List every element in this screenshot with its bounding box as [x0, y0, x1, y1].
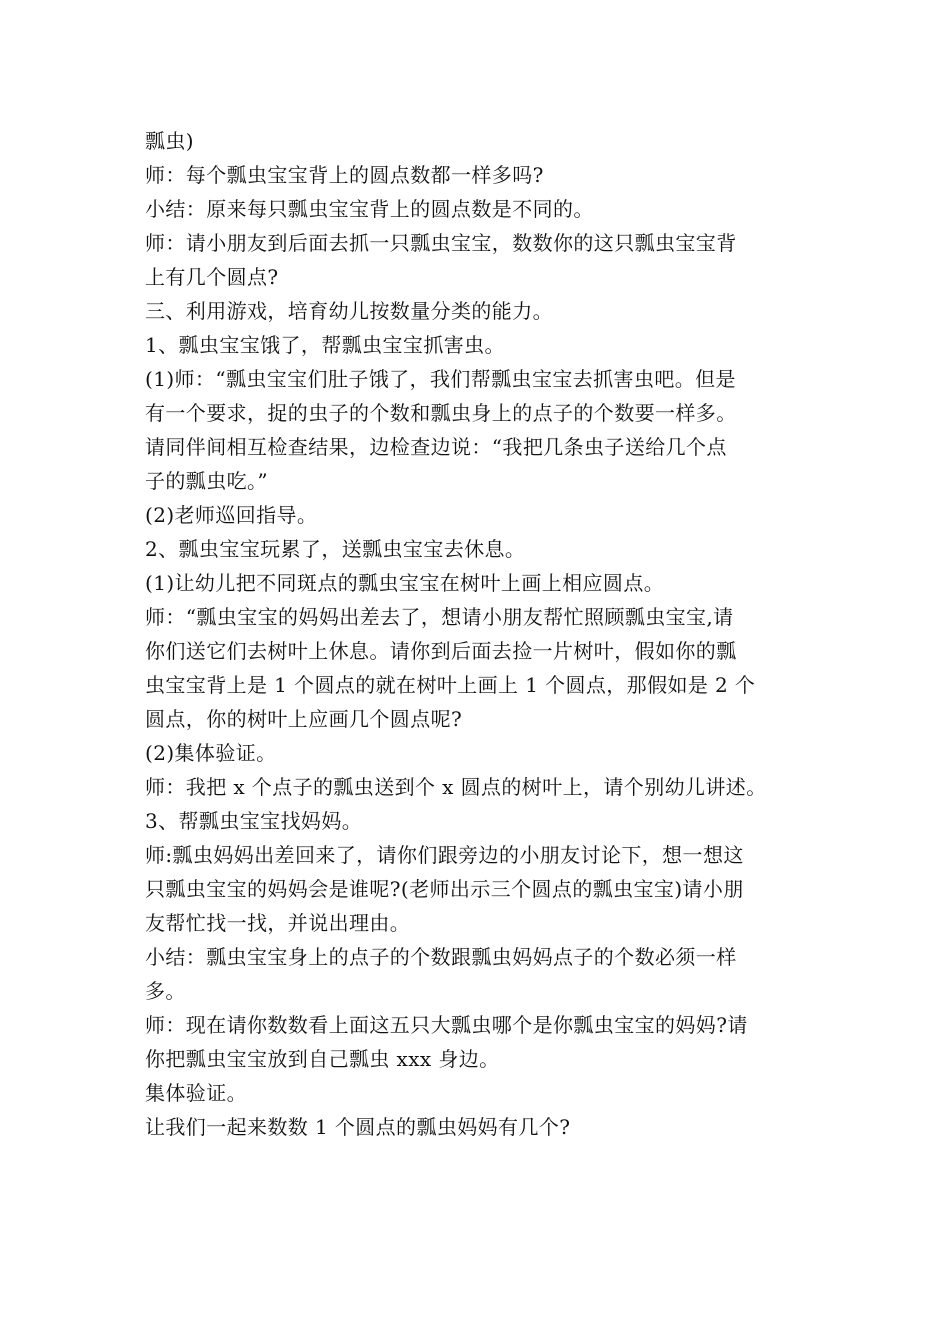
section-heading: 三、利用游戏，培育幼儿按数量分类的能力。: [145, 299, 553, 323]
text-line: 你把瓢虫宝宝放到自己瓢虫 xxx 身边。: [145, 1047, 500, 1071]
text-line: 集体验证。: [145, 1081, 247, 1105]
subsection-heading: 2、瓢虫宝宝玩累了，送瓢虫宝宝去休息。: [145, 537, 526, 561]
text-line: (1)师：“瓢虫宝宝们肚子饿了，我们帮瓢虫宝宝去抓害虫吧。但是: [145, 367, 736, 391]
text-line: 友帮忙找一找，并说出理由。: [145, 911, 411, 935]
text-line: 师：现在请你数数看上面这五只大瓢虫哪个是你瓢虫宝宝的妈妈?请: [145, 1013, 748, 1037]
text-line: 师：“瓢虫宝宝的妈妈出差去了，想请小朋友帮忙照顾瓢虫宝宝,请: [145, 605, 734, 629]
text-line: 上有几个圆点?: [145, 265, 279, 289]
text-line: 有一个要求，捉的虫子的个数和瓢虫身上的点子的个数要一样多。: [145, 401, 737, 425]
text-line: 小结：原来每只瓢虫宝宝背上的圆点数是不同的。: [145, 197, 594, 221]
text-line: 请同伴间相互检查结果，边检查边说：“我把几条虫子送给几个点: [145, 435, 727, 459]
text-line: 师:瓢虫妈妈出差回来了，请你们跟旁边的小朋友讨论下，想一想这: [145, 843, 744, 867]
subsection-heading: 1、瓢虫宝宝饿了，帮瓢虫宝宝抓害虫。: [145, 333, 505, 357]
text-line: (2)老师巡回指导。: [145, 503, 318, 527]
text-line: 你们送它们去树叶上休息。请你到后面去捡一片树叶，假如你的瓢: [145, 639, 737, 663]
text-line: 师：我把 x 个点子的瓢虫送到个 x 圆点的树叶上，请个别幼儿讲述。: [145, 775, 767, 799]
document-body: [145, 124, 825, 1144]
text-line: 圆点，你的树叶上应画几个圆点呢?: [145, 707, 463, 731]
subsection-heading: 3、帮瓢虫宝宝找妈妈。: [145, 809, 363, 833]
text-line: 师：每个瓢虫宝宝背上的圆点数都一样多吗?: [145, 163, 544, 187]
text-line: 让我们一起来数数 1 个圆点的瓢虫妈妈有几个?: [145, 1115, 571, 1139]
text-line: 师：请小朋友到后面去抓一只瓢虫宝宝，数数你的这只瓢虫宝宝背: [145, 231, 737, 255]
text-line: 小结：瓢虫宝宝身上的点子的个数跟瓢虫妈妈点子的个数必须一样: [145, 945, 737, 969]
text-line: (2)集体验证。: [145, 741, 277, 765]
text-line: 虫宝宝背上是 1 个圆点的就在树叶上画上 1 个圆点，那假如是 2 个: [145, 673, 756, 697]
text-line: 多。: [145, 979, 186, 1003]
text-line: 瓢虫): [145, 129, 195, 153]
text-line: (1)让幼儿把不同斑点的瓢虫宝宝在树叶上画上相应圆点。: [145, 571, 665, 595]
text-line: 只瓢虫宝宝的妈妈会是谁呢?(老师出示三个圆点的瓢虫宝宝)请小朋: [145, 877, 744, 901]
text-line: 子的瓢虫吃。”: [145, 469, 269, 493]
